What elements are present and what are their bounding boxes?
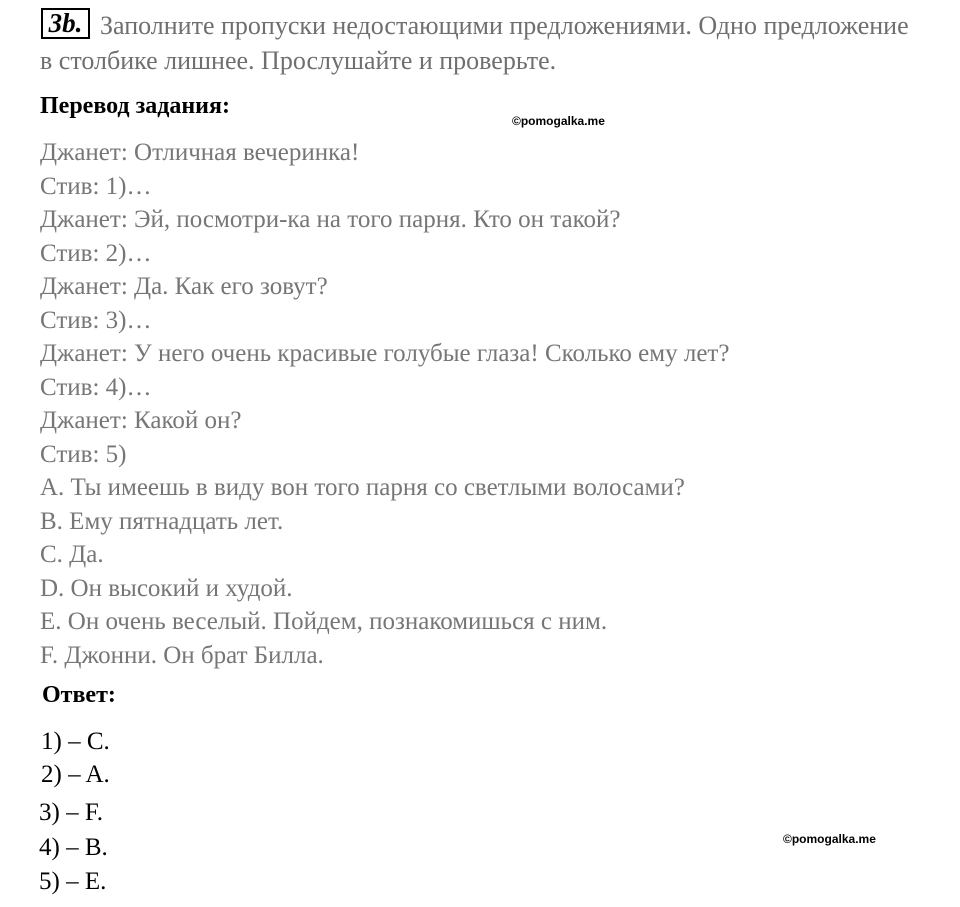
option-line: C. Да. bbox=[40, 541, 104, 568]
dialog-line: Стив: 4)… bbox=[40, 373, 152, 401]
option-line: F. Джонни. Он брат Билла. bbox=[40, 641, 324, 669]
option-line: A. Ты имеешь в виду вон того парня со светлыми волосами? bbox=[40, 474, 685, 501]
dialog-line: Джанет: Эй, посмотри-ка на того парня. Кто он такой? bbox=[40, 206, 621, 233]
answer-item-2: 2) – A. bbox=[41, 761, 110, 788]
option-line: B. Ему пятнадцать лет. bbox=[40, 507, 284, 535]
answer-heading: Ответ: bbox=[42, 682, 116, 708]
dialog-line: Стив: 5) bbox=[40, 440, 127, 468]
dialog-line: Джанет: У него очень красивые голубые глаза! Сколько ему лет? bbox=[40, 340, 730, 367]
task-instruction-line-1: Заполните пропуски недостающими предложениями. Одно предложение bbox=[100, 11, 909, 40]
task-number-badge: 3b. bbox=[41, 8, 90, 39]
watermark-top: ©pomogalka.me bbox=[512, 114, 605, 128]
option-line: E. Он очень веселый. Пойдем, познакомишься с ним. bbox=[40, 608, 608, 635]
watermark-bottom: ©pomogalka.me bbox=[783, 832, 876, 846]
translation-lines bbox=[40, 136, 729, 672]
dialog-line: Стив: 1)… bbox=[40, 172, 152, 200]
dialog-line: Стив: 2)… bbox=[40, 239, 152, 267]
option-line: D. Он высокий и худой. bbox=[40, 574, 293, 602]
dialog-line: Джанет: Отличная вечеринка! bbox=[40, 139, 360, 166]
answer-item-1: 1) – C. bbox=[41, 728, 110, 755]
dialog-line: Джанет: Да. Как его зовут? bbox=[40, 273, 328, 300]
task-instruction-line-2: в столбике лишнее. Прослушайте и проверьте. bbox=[40, 46, 557, 75]
translation-heading: Перевод задания: bbox=[40, 93, 230, 119]
answer-item-4: 4) – B. bbox=[39, 834, 108, 861]
dialog-line: Стив: 3)… bbox=[40, 306, 152, 334]
dialog-line: Джанет: Какой он? bbox=[40, 407, 242, 434]
answer-item-3: 3) – F. bbox=[39, 799, 103, 826]
answer-item-5: 5) – E. bbox=[39, 868, 107, 895]
